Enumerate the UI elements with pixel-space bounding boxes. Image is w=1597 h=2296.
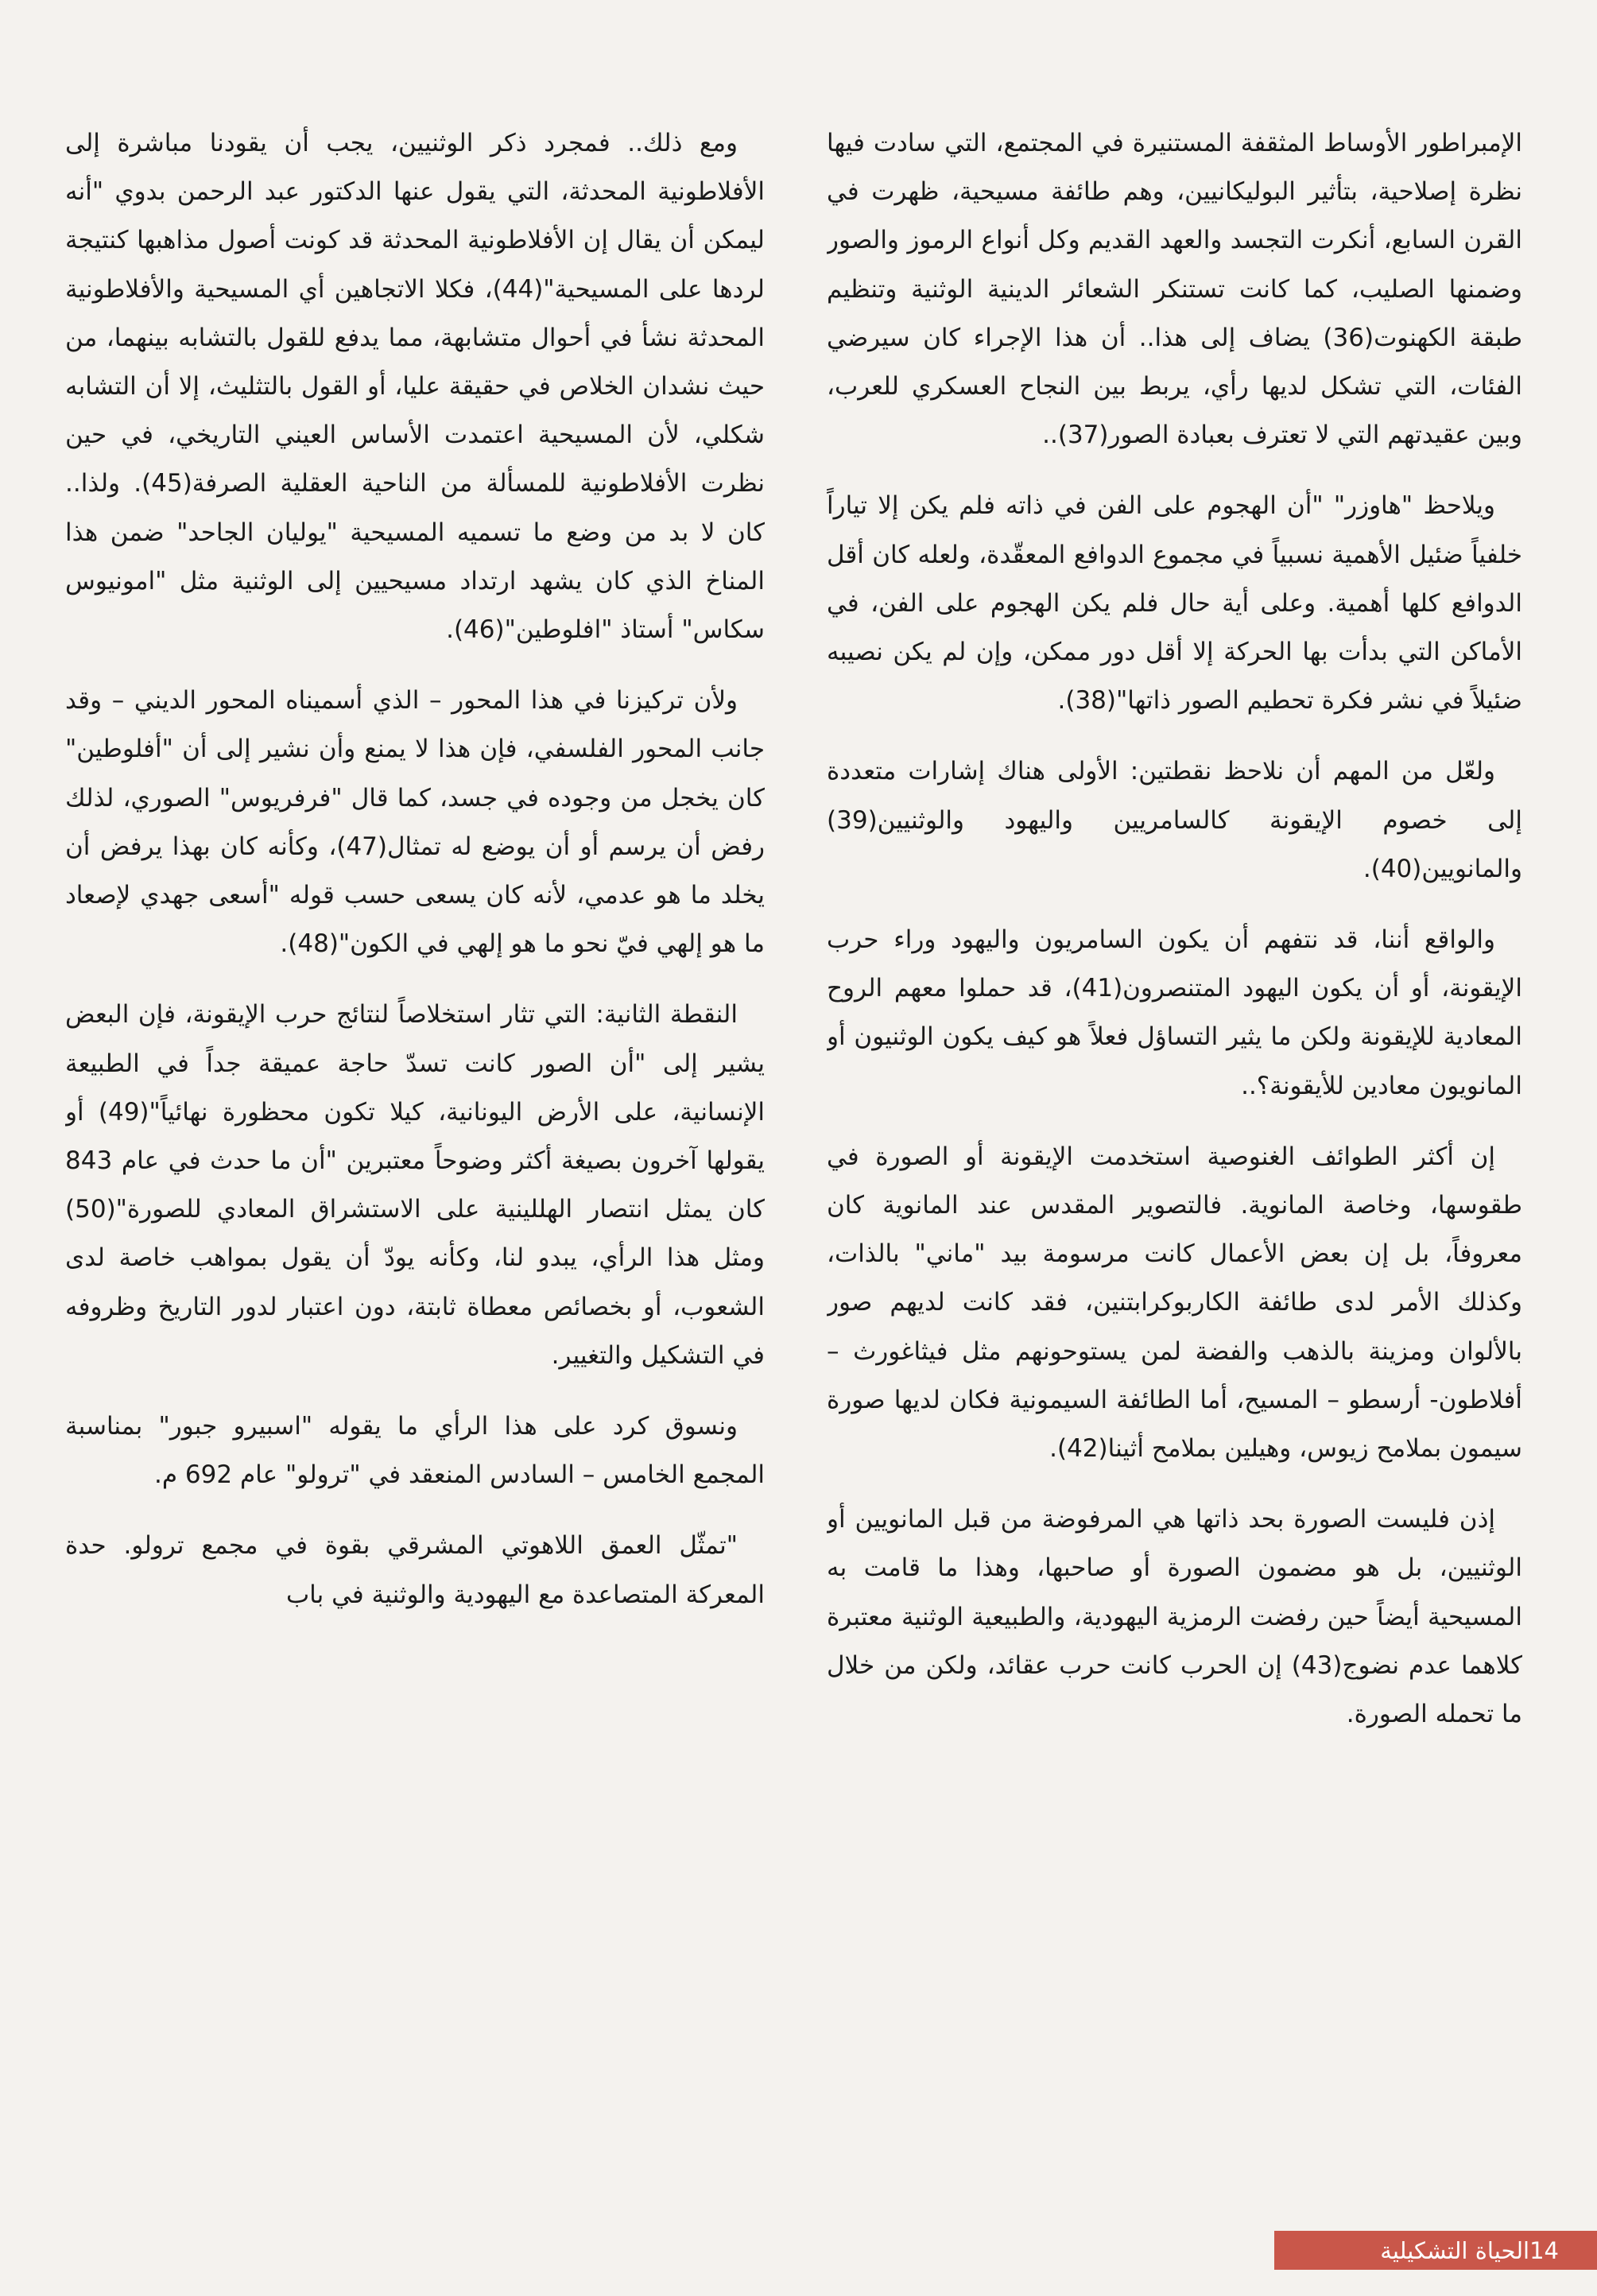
- left-text-column: [65, 119, 765, 2043]
- paragraph: ونسوق كرد على هذا الرأي ما يقوله "اسبيرو جبور" بمناسبة المجمع الخامس – السادس المنعقد في "ترولو" عام 692 م.: [65, 1412, 765, 1490]
- paragraph: الإمبراطور الأوساط المثقفة المستنيرة في المجتمع، التي سادت فيها نظرة إصلاحية، بتأثير البوليكانيين، وهم طائفة مسيحية، ظهرت في القرن السابع، أنكرت التجسد والعهد القديم وكل أنواع الرموز والصور وضمنها الصليب، كما كانت تستنكر الشعائر الدينية الوثنية وتنظيم طبقة الكهنوت(36) يضاف إلى هذا.. أن هذا الإجراء كان سيرضي الفئات، التي تشكل لديها رأي، يربط بين النجاح العسكري للعرب، وبين عقيدتهم التي لا تعترف بعبادة الصور(37)..: [827, 129, 1522, 450]
- paragraph: والواقع أننا، قد نتفهم أن يكون السامريون واليهود وراء حرب الإيقونة، أو أن يكون اليهود المتنصرون(41)، قد حملوا معهم الروح المعادية للإيقونة ولكن ما يثير التساؤل فعلاً هو كيف يكون الوثنيون أو المانويون معادين للأيقونة؟..: [827, 925, 1522, 1100]
- magazine-title: الحياة التشكيلية: [1380, 2236, 1530, 2264]
- paragraph: النقطة الثانية: التي تثار استخلاصاً لنتائج حرب الإيقونة، فإن البعض يشير إلى "أن الصور كانت تسدّ حاجة عميقة جداً في الطبيعة الإنسانية، على الأرض اليونانية، كيلا تكون محظورة نهائياً"(49) أو يقولها آخرون بصيغة أكثر وضوحاً معتبرين "أن ما حدث في عام 843 كان يمثل انتصار الهللينية على الاستشراق المعادي للصورة"(50) ومثل هذا الرأي، يبدو لنا، وكأنه يودّ أن يقول بمواهب خاصة لدى الشعوب، أو بخصائص معطاة ثابتة، دون اعتبار لدور التاريخ وظروفه في التشكيل والتغيير.: [65, 1000, 765, 1370]
- paragraph: ولأن تركيزنا في هذا المحور – الذي أسميناه المحور الديني – وقد جانب المحور الفلسفي، فإن هذا لا يمنع وأن نشير إلى أن "أفلوطين" كان يخجل من وجوده في جسد، كما قال "فرفريوس" الصوري، لذلك رفض أن يرسم أو أن يوضع له تمثال(47)، وكأنه كان بهذا يرفض أن يخلد ما هو عدمي، لأنه كان يسعى حسب قوله "أسعى جهدي لإصعاد ما هو إلهي فيّ نحو ما هو إلهي في الكون"(48).: [65, 686, 765, 959]
- paragraph: ويلاحظ "هاوزر" "أن الهجوم على الفن في ذاته فلم يكن إلا تياراً خلفياً ضئيل الأهمية نسبياً في مجموع الدوافع المعقّدة، ولعله كان أقل الدوافع كلها أهمية. وعلى أية حال فلم يكن الهجوم على الفن، في الأماكن التي بدأت بها الحركة إلا أقل دور ممكن، وإن لم يكن نصيبه ضئيلاً في نشر فكرة تحطيم الصور ذاتها"(38).: [827, 491, 1522, 716]
- right-text-column: [827, 119, 1522, 2043]
- page-number: 14: [1529, 2236, 1559, 2264]
- paragraph: إن أكثر الطوائف الغنوصية استخدمت الإيقونة أو الصورة في طقوسها، وخاصة المانوية. فالتصوير المقدس عند المانوية كان معروفاً، بل إن بعض الأعمال كانت مرسومة بيد "ماني" بالذات، وكذلك الأمر لدى طائفة الكاربوكرابتنين، فقد كانت لديهم صور بالألوان ومزينة بالذهب والفضة لمن يستوحونهم مثل فيثاغورث – أفلاطون- أرسطو – المسيح، أما الطائفة السيمونية فكان لديها صورة سيمون بملامح زيوس، وهيلين بملامح أثينا(42).: [827, 1142, 1522, 1464]
- paragraph: إذن فليست الصورة بحد ذاتها هي المرفوضة من قبل المانويين أو الوثنيين، بل هو مضمون الصورة أو صاحبها، وهذا ما قامت به المسيحية أيضاً حين رفضت الرمزية اليهودية، والطبيعية الوثنية معتبرة كلاهما عدم نضوج(43) إن الحرب كانت حرب عقائد، ولكن من خلال ما تحمله الصورة.: [827, 1505, 1522, 1729]
- footer-bar: [1274, 2231, 1597, 2270]
- paragraph: ولعّل من المهم أن نلاحظ نقطتين: الأولى هناك إشارات متعددة إلى خصوم الإيقونة كالسامريين واليهود والوثنيين(39) والمانويين(40).: [827, 757, 1522, 883]
- paragraph: ومع ذلك.. فمجرد ذكر الوثنيين، يجب أن يقودنا مباشرة إلى الأفلاطونية المحدثة، التي يقول عنها الدكتور عبد الرحمن بدوي "أنه ليمكن أن يقال إن الأفلاطونية المحدثة قد كونت أصول مذاهبها كنتيجة لردها على المسيحية"(44)، فكلا الاتجاهين أي المسيحية والأفلاطونية المحدثة نشأ في أحوال متشابهة، مما يدفع للقول بالتشابه بينهما، من حيث نشدان الخلاص في حقيقة عليا، أو القول بالتثليث، إلا أن التشابه شكلي، لأن المسيحية اعتمدت الأساس العيني التاريخي، في حين نظرت الأفلاطونية للمسألة من الناحية العقلية الصرفة(45). ولذا.. كان لا بد من وضع ما تسميه المسيحية "يوليان الجاحد" ضمن هذا المناخ الذي كان يشهد ارتداد مسيحيين إلى الوثنية مثل "امونيوس سكاس" أستاذ "افلوطين"(46).: [65, 129, 765, 645]
- paragraph: "تمثّل العمق اللاهوتي المشرقي بقوة في مجمع ترولو. حدة المعركة المتصاعدة مع اليهودية والوثنية في باب: [65, 1531, 765, 1609]
